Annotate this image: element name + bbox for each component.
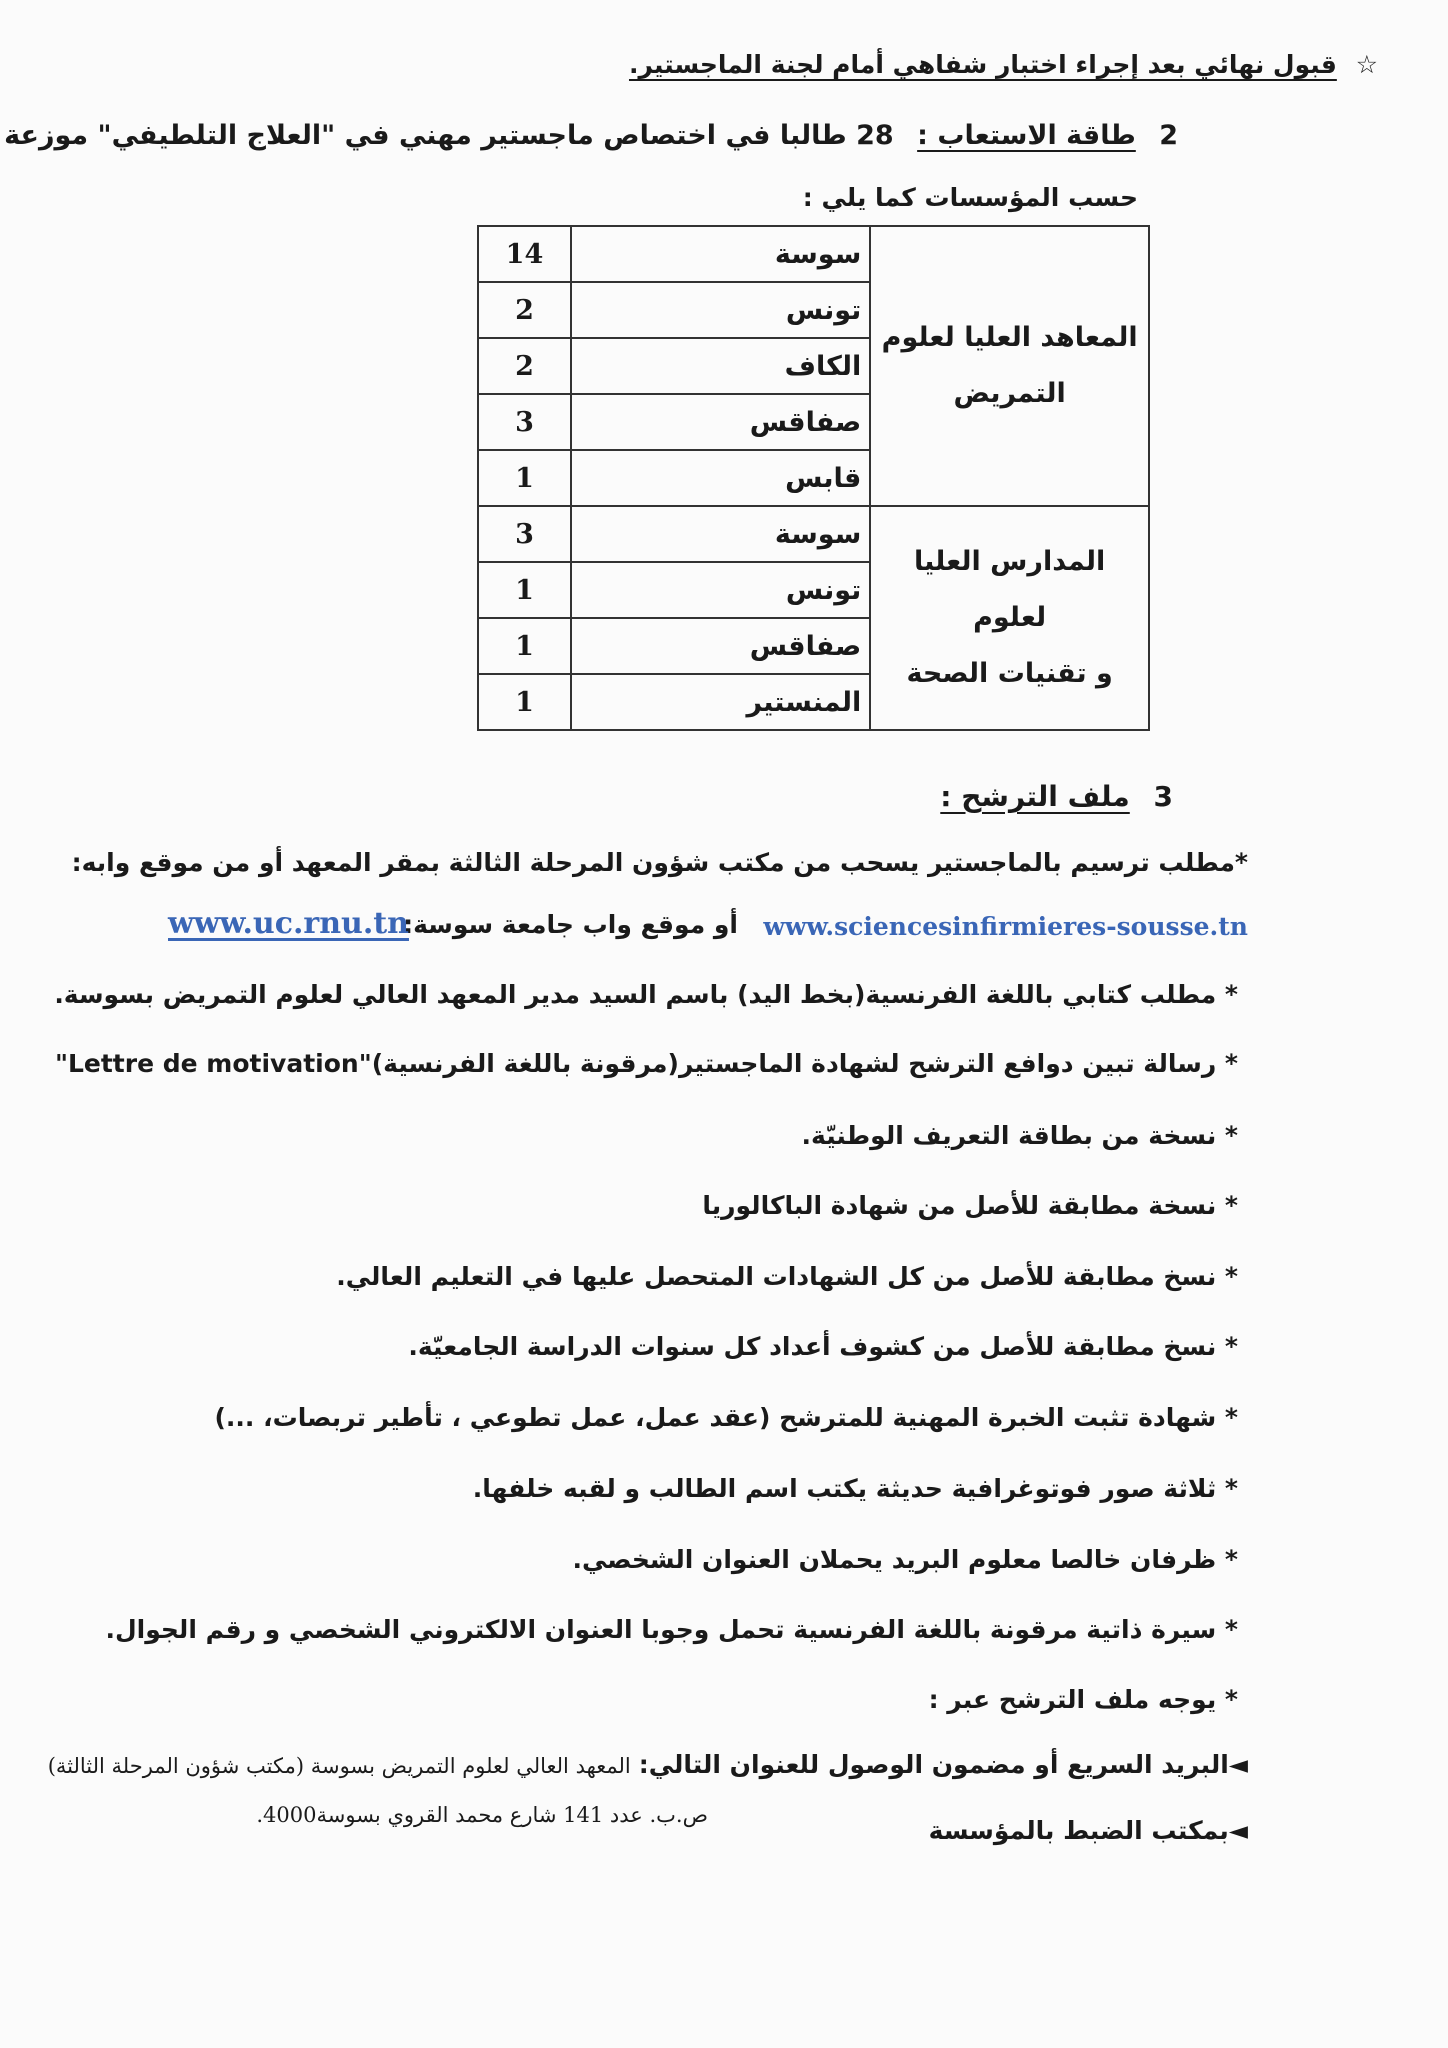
city-cell: تونس bbox=[571, 282, 870, 338]
count-cell: 2 bbox=[478, 338, 571, 394]
count-cell: 1 bbox=[478, 674, 571, 730]
count-cell: 14 bbox=[478, 226, 571, 282]
file-number: 3 bbox=[1153, 780, 1173, 813]
capacity-heading: طاقة الاستعاب : bbox=[917, 120, 1136, 151]
star-icon: ☆ bbox=[1355, 50, 1378, 79]
table-row bbox=[478, 226, 1149, 282]
city-cell: سوسة bbox=[571, 226, 870, 282]
count-cell: 2 bbox=[478, 282, 571, 338]
distribution-table bbox=[477, 225, 1150, 731]
city-cell: صفاقس bbox=[571, 394, 870, 450]
city-cell: صفاقس bbox=[571, 618, 870, 674]
list-item: * مطلب كتابي باللغة الفرنسية(بخط اليد) باسم السيد مدير المعهد العالي لعلوم التمريض بسوسة. bbox=[54, 980, 1238, 1009]
list-item: * نسخ مطابقة للأصل من كشوف أعداد كل سنوات الدراسة الجامعيّة. bbox=[408, 1332, 1238, 1361]
city-cell: الكاف bbox=[571, 338, 870, 394]
table-row bbox=[478, 506, 1149, 562]
count-cell: 1 bbox=[478, 562, 571, 618]
capacity-line-2 bbox=[803, 183, 1138, 212]
mail-label: ◄البريد السريع أو مضمون الوصول للعنوان التالي: bbox=[638, 1750, 1248, 1779]
group-nursing-institutes bbox=[870, 226, 1149, 506]
city-cell: قابس bbox=[571, 450, 870, 506]
file-heading: ملف الترشح : bbox=[940, 780, 1130, 813]
file-heading-line bbox=[940, 780, 1173, 813]
list-item: * رسالة تبين دوافع الترشح لشهادة الماجستير(مرقونة باللغة الفرنسية)"Lettre de motivation" bbox=[54, 1049, 1238, 1078]
count-cell: 3 bbox=[478, 506, 571, 562]
group-name-line: و تقنيات الصحة bbox=[906, 658, 1113, 689]
mail-address-line-2: ص.ب. عدد 141 شارع محمد القروي بسوسة4000. bbox=[256, 1803, 708, 1827]
group-health-schools bbox=[870, 506, 1149, 730]
final-acceptance-line bbox=[629, 50, 1378, 79]
list-item: * يوجه ملف الترشح عبر : bbox=[928, 1685, 1238, 1714]
list-item: * شهادة تثبت الخبرة المهنية للمترشح (عقد عمل، عمل تطوعي ، تأطير تربصات، ...) bbox=[214, 1403, 1238, 1432]
mail-line bbox=[48, 1750, 1248, 1779]
list-item: * نسخ مطابقة للأصل من كل الشهادات المتحصل عليها في التعليم العالي. bbox=[336, 1262, 1238, 1291]
city-cell: المنستير bbox=[571, 674, 870, 730]
count-cell: 1 bbox=[478, 450, 571, 506]
registration-request-text: *مطلب ترسيم بالماجستير يسحب من مكتب شؤون المرحلة الثالثة بمقر المعهد أو من موقع وابه: bbox=[71, 848, 1248, 877]
group-name-line: المعاهد العليا لعلوم bbox=[881, 322, 1138, 353]
list-item: * نسخة من بطاقة التعريف الوطنيّة. bbox=[801, 1121, 1238, 1150]
list-item: * سيرة ذاتية مرقونة باللغة الفرنسية تحمل وجوبا العنوان الالكتروني الشخصي و رقم الجوال. bbox=[105, 1615, 1238, 1644]
group-name-line: المدارس العليا لعلوم bbox=[913, 546, 1106, 633]
city-cell: سوسة bbox=[571, 506, 870, 562]
list-item: * ثلاثة صور فوتوغرافية حديثة يكتب اسم الطالب و لقبه خلفها. bbox=[472, 1474, 1238, 1503]
count-cell: 1 bbox=[478, 618, 571, 674]
mail-address-line-1: المعهد العالي لعلوم التمريض بسوسة (مكتب شؤون المرحلة الثالثة) bbox=[47, 1754, 631, 1778]
final-acceptance-text: قبول نهائي بعد إجراء اختبار شفاهي أمام لجنة الماجستير. bbox=[628, 50, 1337, 79]
capacity-text-1: 28 طالبا في اختصاص ماجستير مهني في "العلاج التلطيفي" موزعة bbox=[4, 120, 894, 151]
registration-request-line bbox=[72, 848, 1248, 877]
list-item: * نسخة مطابقة للأصل من شهادة الباكالوريا bbox=[702, 1191, 1238, 1220]
institute-website-link[interactable]: www.sciencesinfirmieres-sousse.tn bbox=[763, 912, 1248, 941]
capacity-number: 2 bbox=[1159, 120, 1178, 151]
websites-line bbox=[168, 906, 1248, 950]
capacity-line-1 bbox=[4, 120, 1178, 151]
or-university-text: أو موقع واب جامعة سوسة: bbox=[403, 910, 738, 939]
group-name-line: التمريض bbox=[953, 378, 1066, 409]
university-website-link[interactable]: www.uc.rnu.tn bbox=[168, 906, 409, 941]
count-cell: 3 bbox=[478, 394, 571, 450]
list-item: * ظرفان خالصا معلوم البريد يحملان العنوان الشخصي. bbox=[572, 1545, 1238, 1574]
office-line: ◄بمكتب الضبط بالمؤسسة bbox=[928, 1816, 1248, 1845]
city-cell: تونس bbox=[571, 562, 870, 618]
capacity-text-2: حسب المؤسسات كما يلي : bbox=[802, 183, 1138, 212]
